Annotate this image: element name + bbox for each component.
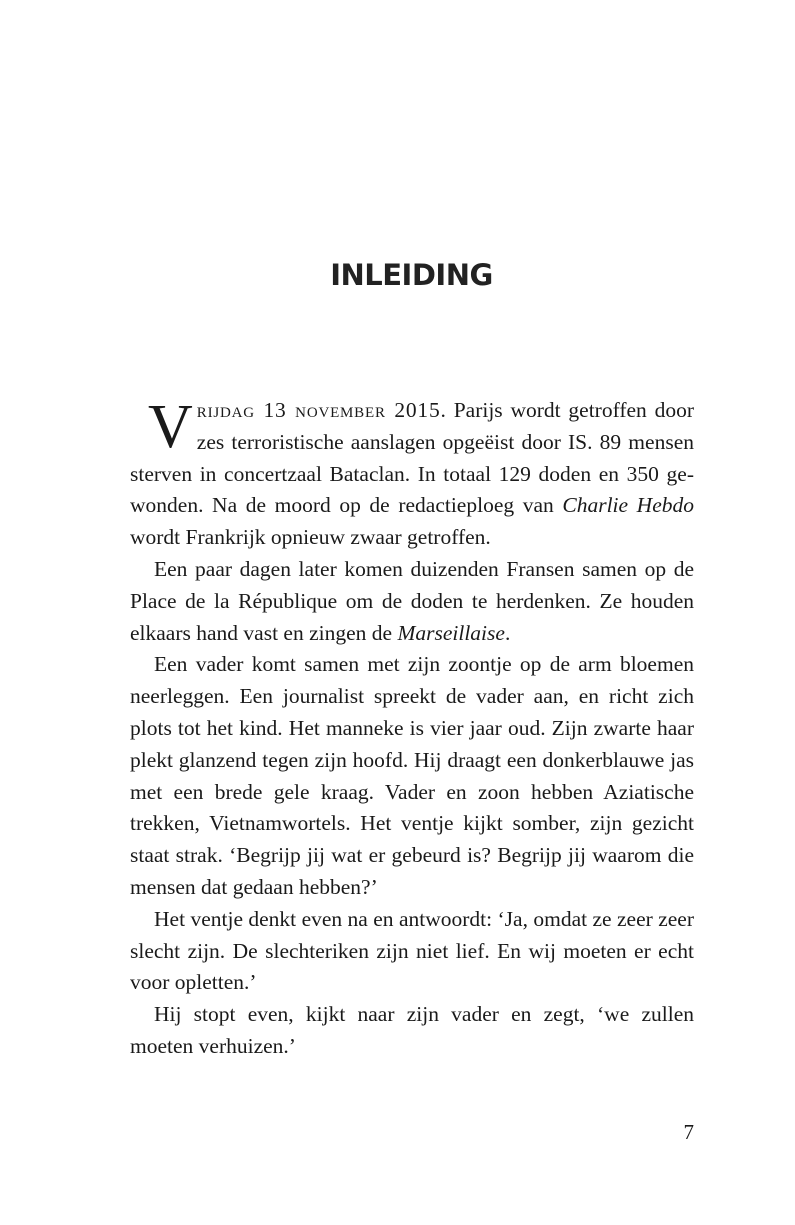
paragraph-2-text-a: Een paar dagen later komen duizenden Fransen samen op de Place de la République om de doden te herdenken. Ze houden elkaars hand vast en zingen de (130, 556, 694, 645)
chapter-title: INLEIDING (330, 258, 493, 292)
paragraph-2-text-b: . (504, 620, 511, 645)
paragraph-1-text-a: . Parijs wordt getroffen door zes terroristische aanslagen opgeëist door IS. 89 mensen sterven in concertzaal Bataclan. In totaal 129 doden en 350 gewonden. Na de moord op de redactieploeg van (130, 398, 694, 518)
paragraph-5: Hij stopt even, kijkt naar zijn vader en zegt, ‘we zullen moeten verhuizen.’ (130, 1002, 694, 1058)
paragraph-3: Een vader komt samen met zijn zoontje op de arm bloemen neerleggen. Een journalist spreekt de vader aan, en richt zich plots tot het kind. Het manneke is vier jaar oud. Zijn zwarte haar plekt glanzend tegen zijn hoofd. Hij draagt een donkerblauwe jas met een brede gele kraag. Vader en zoon hebben Aziatische trekken, Vietnamwortels. Het ventje kijkt somber, zijn gezicht staat strak. ‘Begrijp jij wat er gebeurd is? Begrijp jij waarom die mensen dat gedaan hebben?’ (130, 652, 694, 899)
paragraph-2 (130, 554, 694, 649)
paragraph-4: Het ventje denkt even na en antwoordt: ‘Ja, omdat ze zeer zeer slecht zijn. De slechteriken zijn niet lief. En wij moeten er echt voor opletten.’ (130, 906, 694, 995)
paragraph-1-text-b: wordt Frankrijk opnieuw zwaar getroffen. (130, 525, 491, 550)
paragraph-1 (130, 395, 694, 554)
drop-cap: V (148, 393, 193, 461)
paragraph-1-italic: Charlie Hebdo (562, 493, 694, 518)
page-number: 7 (683, 1120, 694, 1144)
paragraph-2-italic: Marseillaise (397, 620, 505, 645)
chapter-body (130, 395, 694, 1063)
opening-small-caps: rijdag 13 november 2015 (196, 398, 441, 422)
